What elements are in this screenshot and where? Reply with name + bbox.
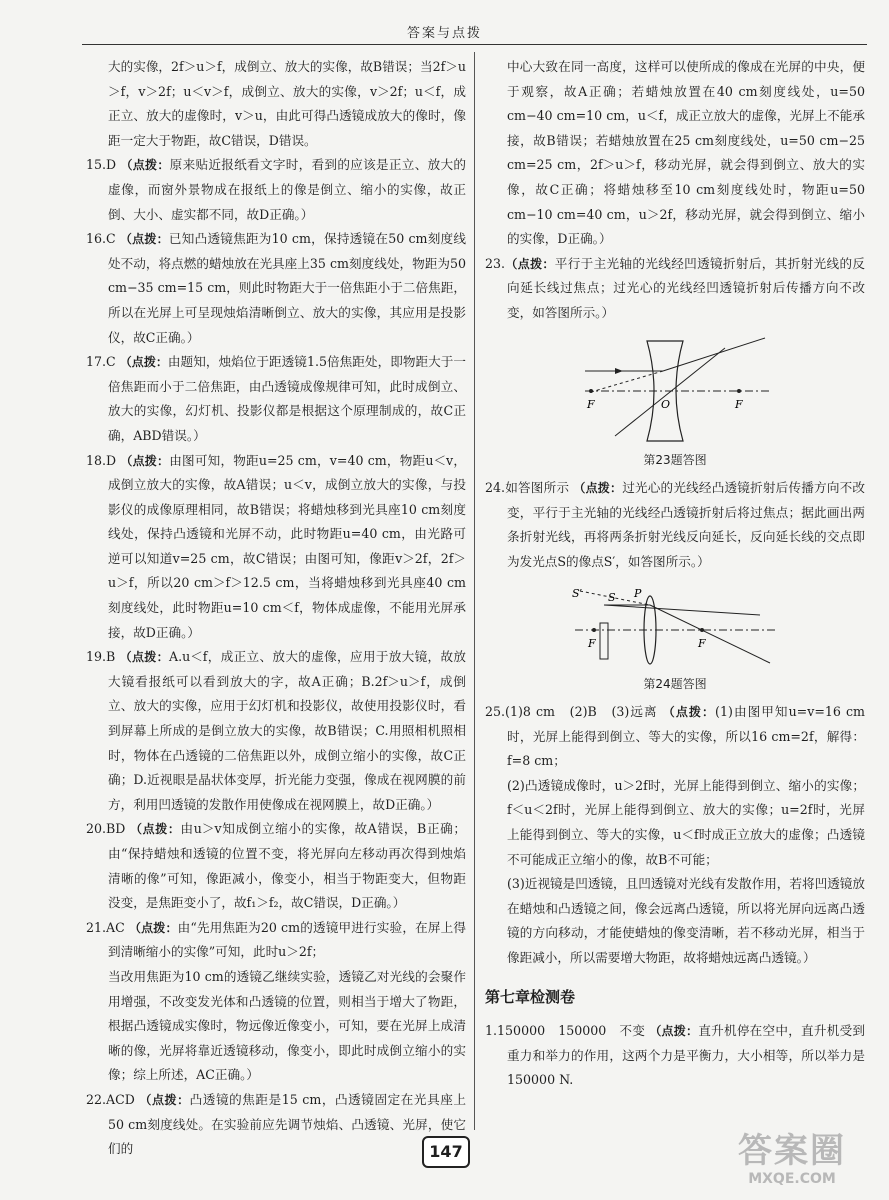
right-column bbox=[485, 55, 865, 1093]
answer-key: BD bbox=[106, 821, 126, 837]
hint-label: （点拨： bbox=[139, 1092, 190, 1107]
hint-label: （点拨： bbox=[119, 650, 169, 665]
figure-24-caption: 第24题答图 bbox=[643, 676, 707, 691]
focus-point-left bbox=[589, 389, 593, 393]
question-number: 24. bbox=[485, 480, 506, 496]
section-title: 第七章检测卷 bbox=[485, 987, 576, 1006]
hint-label: （点拨： bbox=[119, 232, 169, 247]
answer-text: 凸透镜的焦距是15 cm，凸透镜固定在光具座上50 cm刻度线处。在实验前应先调节烛焰、凸透镜、光屏，使它们的 bbox=[108, 1091, 466, 1157]
header-rule bbox=[82, 44, 867, 45]
page-header bbox=[0, 22, 889, 44]
answer-item bbox=[485, 476, 865, 574]
answer-text: (3)近视镜是凹透镜，且凹透镜对光线有发散作用，若将凹透镜放在蜡烛和凸透镜之间，像会远离凸透镜，所以将光屏向远离凸透镜的方向移动，才能使蜡烛的像变清晰，若不移动光屏，相当于像距减小，所以需要增大物距，故将蜡烛远离凸透镜。） bbox=[507, 876, 865, 966]
label-s: S bbox=[608, 590, 616, 604]
hint-label: （点拨： bbox=[573, 481, 623, 496]
answer-list-right-c bbox=[485, 700, 865, 971]
label-f-right: F bbox=[698, 636, 706, 650]
answer-text: 直升机停在空中，直升机受到重力和举力的作用，这两个力是平衡力，大小相等，所以举力是150000 N. bbox=[507, 1023, 865, 1088]
page-number: 147 bbox=[422, 1136, 470, 1168]
arrow-head bbox=[615, 368, 623, 374]
answer-item bbox=[86, 153, 466, 227]
answer-item bbox=[485, 700, 865, 774]
figure-23-diagram bbox=[575, 336, 775, 446]
answer-list-left bbox=[86, 55, 466, 1162]
answer-key: ACD bbox=[106, 1091, 135, 1107]
question-number: 18. bbox=[86, 452, 107, 468]
answer-text: 由“先用焦距为20 cm的透镜甲进行实验，在屏上得到清晰缩小的实像”可知，此时u＞2f； bbox=[108, 919, 466, 960]
answer-item bbox=[86, 449, 466, 646]
answer-text: 平行于主光轴的光线经凹透镜折射后，其折射光线的反向延长线过焦点；过光心的光线经凹透镜折射后传播方向不改变，如答图所示。） bbox=[507, 255, 865, 320]
answer-item bbox=[86, 350, 466, 448]
answer-item bbox=[485, 1019, 865, 1093]
question-number: 19. bbox=[86, 649, 107, 665]
label-f-left: F bbox=[588, 636, 596, 650]
hint-label: （点拨： bbox=[662, 705, 716, 720]
answer-item bbox=[485, 872, 865, 970]
left-column bbox=[86, 55, 466, 1162]
label-o: O bbox=[661, 397, 671, 411]
answer-list-right-b bbox=[485, 476, 865, 574]
answer-item bbox=[86, 1088, 466, 1162]
label-p: P bbox=[634, 586, 642, 600]
question-number: 20. bbox=[86, 821, 107, 837]
answer-text: 由图可知，物距u=25 cm，v=40 cm，物距u＜v，成倒立放大的实像，故A错误；u＜v，成倒立放大的实像，与投影仪的成像原理相同，故B错误；将蜡烛移到光具座10 cm刻度线处，保持凸透镜和光屏不动，此时物距u=40 cm，由光路可逆可以知道v=25 cm，故C错误；由图可知，像距v＞2f，2f＞u＞f，所以20 cm＞f＞12.5 cm，当将蜡烛移到光具座40 cm刻度线处，此时物距u=10 cm＜f，物体成虚像，不能用光屏承接，故D正确。） bbox=[108, 452, 466, 640]
focus-point-left bbox=[592, 628, 596, 632]
label-f-left: F bbox=[587, 397, 595, 411]
answer-text: 原来贴近报纸看文字时，看到的应该是正立、放大的虚像，而窗外景物成在报纸上的像是倒立、缩小的实像，故正倒、大小、虚实都不同，故D正确。） bbox=[108, 157, 466, 222]
figure-24 bbox=[485, 585, 865, 697]
answer-list-right-d bbox=[485, 1019, 865, 1093]
answer-text: 大的实像，2f＞u＞f，成倒立、放大的实像，故B错误；当2f＞u＞f，v＞2f；u＜v＞f，成倒立、放大的实像，v＞2f；u＜f，成正立、放大的虚像时，v＞u，由此可得凸透镜成放大的像时，像距一定大于物距，故C错误，D错误。 bbox=[108, 59, 466, 148]
answer-key: C bbox=[106, 231, 116, 247]
answer-item bbox=[485, 55, 865, 252]
answer-key: D bbox=[106, 157, 117, 173]
figure-23 bbox=[485, 336, 865, 473]
answer-text: 由u＞v知成倒立缩小的实像，故A错误，B正确；由“保持蜡烛和透镜的位置不变，将光屏向左移动再次得到烛焰清晰的像”可知，像距减小，像变小，相当于物距变大，但物距没变，是焦距变小了，故f₁＞f₂，故C错误，D正确。） bbox=[108, 821, 466, 911]
question-number: 17. bbox=[86, 354, 107, 370]
label-f-right: F bbox=[735, 397, 743, 411]
question-number: 15. bbox=[86, 157, 107, 173]
answer-item bbox=[485, 774, 865, 872]
question-number: 16. bbox=[86, 231, 107, 247]
watermark-logo bbox=[717, 1132, 867, 1194]
answer-text: (2)凸透镜成像时，u＞2f时，光屏上能得到倒立、缩小的实像；f＜u＜2f时，光屏上能得到倒立、放大的实像；u=2f时，光屏上能得到倒立、等大的实像，u＜f时成正立放大的虚像；凸透镜不可能成正立缩小的像，故B不可能； bbox=[507, 777, 865, 867]
question-number: 23. bbox=[485, 255, 506, 271]
question-number: 25. bbox=[485, 704, 506, 720]
answer-key: 150000 150000 不变 bbox=[497, 1023, 646, 1039]
ray-through-focus bbox=[650, 605, 770, 663]
hint-label: （点拨： bbox=[505, 256, 555, 271]
extension-line bbox=[591, 371, 663, 392]
answer-item bbox=[86, 227, 466, 350]
answer-text: 当改用焦距为10 cm的透镜乙继续实验，透镜乙对光线的会聚作用增强，不改变发光体和凸透镜的位置，则相当于增大了物距，根据凸透镜成实像时，物远像近像变小，可知，要在光屏上成清晰的像，光屏将靠近透镜移动，像变小，即此时成倒立缩小的实像；综上所述，AC正确。） bbox=[108, 968, 466, 1083]
answer-item bbox=[86, 55, 466, 153]
focus-point-right bbox=[700, 628, 704, 632]
answer-text: 过光心的光线经凸透镜折射后传播方向不改变，平行于主光轴的光线经凸透镜折射后将过焦点；据此画出两条折射光线，再将两条折射光线反向延长，反向延长线的交点即为发光点S的像点S′，如答图所示。） bbox=[507, 480, 865, 569]
watermark-url: MXQE.COM bbox=[748, 1171, 836, 1187]
hint-label: （点拨： bbox=[130, 822, 181, 837]
answer-text: 已知凸透镜焦距为10 cm，保持透镜在50 cm刻度线处不动，将点燃的蜡烛放在光具座上35 cm刻度线处，物距为50 cm−35 cm=15 cm，则此时物距大于一倍焦距小于二倍焦距，所以在光屏上可呈现烛焰清晰倒立、放大的实像，其应用是投影仪，故C正确。） bbox=[108, 231, 466, 345]
figure-23-caption: 第23题答图 bbox=[643, 452, 707, 467]
answer-key: C bbox=[106, 354, 116, 370]
center-ray bbox=[604, 605, 760, 615]
center-ray bbox=[615, 348, 725, 436]
answer-key: D bbox=[106, 452, 117, 468]
answer-item bbox=[86, 817, 466, 915]
hint-label: （点拨： bbox=[120, 453, 170, 468]
answer-item bbox=[86, 965, 466, 1088]
answer-key: 如答图所示 bbox=[505, 480, 570, 496]
question-number: 21. bbox=[86, 919, 107, 935]
answer-key: (1)8 cm (2)B (3)远离 bbox=[505, 704, 658, 720]
hint-label: （点拨： bbox=[119, 355, 168, 370]
question-number: 1. bbox=[485, 1023, 498, 1039]
header-title: 答案与点拨 bbox=[406, 26, 482, 41]
answer-item bbox=[86, 645, 466, 817]
hint-label: （点拨： bbox=[649, 1024, 699, 1039]
answer-item bbox=[485, 252, 865, 326]
refracted-ray bbox=[663, 338, 765, 371]
answer-key: B bbox=[106, 649, 116, 665]
answer-list-right-a bbox=[485, 55, 865, 326]
answer-text: 中心大致在同一高度，这样可以使所成的像成在光屏的中央，便于观察，故A正确；若蜡烛放置在40 cm刻度线处，u=50 cm−40 cm=10 cm，u＜f，成正立放大的虚像，光屏上不能承接，故B错误；若蜡烛放置在25 cm刻度线处，u=50 cm−25 cm=25 cm，2f＞u＞f，移动光屏，就会得到倒立、放大的实像，故C正确；将蜡烛移至10 cm刻度线处时，物距u=50 cm−10 cm=40 cm，u＞2f，移动光屏，就会得到倒立、缩小的实像，D正确。） bbox=[507, 59, 865, 247]
answer-key: AC bbox=[106, 919, 125, 935]
column-divider bbox=[474, 52, 475, 1130]
hint-label: （点拨： bbox=[128, 920, 178, 935]
answer-item bbox=[86, 916, 466, 965]
hint-label: （点拨： bbox=[120, 158, 170, 173]
figure-24-diagram bbox=[570, 585, 780, 670]
answer-text: A.u＜f，成正立、放大的虚像，应用于放大镜，故放大镜看报纸可以看到放大的字，故A正确；B.2f＞u＞f，成倒立、放大的实像，应用于幻灯机和投影仪，故使用投影仪时，看到屏幕上所成的是倒立放大的实像，故B错误；C.用照相机照相时，物体在凸透镜的二倍焦距以外，成倒立缩小的实像，故C正确；D.近视眼是晶状体变厚，折光能力变强，像成在视网膜的前方，利用凹透镜的发散作用使像成在视网膜上，故D正确。） bbox=[108, 649, 466, 812]
label-s-prime: S′ bbox=[572, 586, 583, 600]
question-number: 22. bbox=[86, 1091, 107, 1107]
focus-point-right bbox=[737, 389, 741, 393]
answer-text: (1)由图甲知u=v=16 cm时，光屏上能得到倒立、等大的实像，所以16 cm=2f，解得：f=8 cm； bbox=[507, 704, 865, 769]
watermark-text: 答案圈 bbox=[738, 1131, 846, 1171]
candle bbox=[600, 623, 608, 659]
answer-text: 由题知，烛焰位于距透镜1.5倍焦距处，即物距大于一倍焦距而小于二倍焦距，由凸透镜成像规律可知，此时成倒立、放大的实像，幻灯机、投影仪都是根据这个原理制成的，故C正确，ABD错误。） bbox=[108, 354, 466, 443]
